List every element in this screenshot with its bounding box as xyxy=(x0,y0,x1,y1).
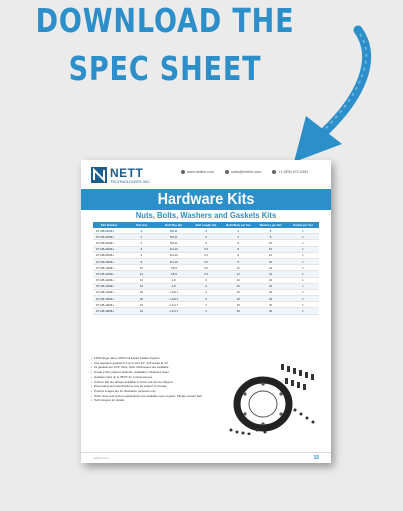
table-row xyxy=(93,308,319,314)
table-cell: 3 xyxy=(125,234,157,240)
table-header-cell: Washers per Set xyxy=(254,222,286,228)
table-cell: 10 xyxy=(125,265,157,271)
table-cell: 8 xyxy=(254,228,286,234)
table-cell: 16 xyxy=(125,283,157,289)
table-header-cell: Bolts/Nuts per Set xyxy=(222,222,254,228)
table-cell: 4 xyxy=(222,228,254,234)
table-cell: 12 xyxy=(125,271,157,277)
gasket-icon xyxy=(221,360,321,435)
table-cell: 6 xyxy=(125,252,157,258)
table-cell: 5/8-11 xyxy=(158,228,190,234)
table-cell: 24 xyxy=(254,271,286,277)
table-cell: 12 xyxy=(222,271,254,277)
table-cell: 7/8-9 xyxy=(158,271,190,277)
table-cell: 40 xyxy=(254,302,286,308)
table-header-cell: Gasket per Set xyxy=(287,222,319,228)
table-cell: KT-GB-1400H xyxy=(93,289,125,295)
table-cell: 16 xyxy=(254,246,286,252)
table-cell: 1 xyxy=(287,228,319,234)
table-cell: 1 xyxy=(287,240,319,246)
table-cell: 5/8-11 xyxy=(158,240,190,246)
table-body xyxy=(93,228,319,314)
table-cell: 3.5 xyxy=(190,258,222,264)
table-cell: 5 xyxy=(125,246,157,252)
table-cell: KT-GB-1800H xyxy=(93,308,125,314)
list-item: • Fit gaskets are 1/16" thick; other thicknesses are available xyxy=(91,365,211,370)
table-cell: 3.5 xyxy=(190,271,222,277)
table-cell: 1 xyxy=(287,271,319,277)
table-cell: KT-GB-0300H xyxy=(93,240,125,246)
table-cell: 3 xyxy=(190,228,222,234)
table-cell: 8 xyxy=(254,234,286,240)
sheet-title: Hardware Kits xyxy=(157,191,255,208)
nett-logo-icon xyxy=(91,167,107,183)
table-cell: 1 xyxy=(287,302,319,308)
table-cell: 24 xyxy=(125,308,157,314)
curved-arrow-icon xyxy=(290,18,400,168)
bullet-list xyxy=(91,356,211,403)
table-cell: 8 xyxy=(222,252,254,258)
table-cell: 1-8 xyxy=(158,277,190,283)
table-cell: 3 xyxy=(190,302,222,308)
table-cell: 16 xyxy=(254,252,286,258)
table-cell: KT-GB-0200H xyxy=(93,234,125,240)
list-item: • 150# flange rated, ANSI Full Faced Gasket System xyxy=(91,356,211,361)
spec-table xyxy=(93,222,319,315)
table-cell: 3 xyxy=(190,277,222,283)
table-cell: 8 xyxy=(222,240,254,246)
table-cell: 3/4-10 xyxy=(158,252,190,258)
table-cell: 1 xyxy=(287,308,319,314)
page-number: 15 xyxy=(313,455,319,461)
table-cell: 40 xyxy=(254,296,286,302)
table-cell: 20 xyxy=(222,302,254,308)
headline-line-2: SPEC SHEET xyxy=(68,49,262,88)
list-item: • Grade 2 Zinc plated nuts/bolts. Available in Stainless Steel xyxy=(91,370,211,375)
table-cell: 1 xyxy=(287,265,319,271)
table-cell: KT-GB-1100H xyxy=(93,271,125,277)
table-header-cell: Size (in) xyxy=(125,222,157,228)
table-cell: 8 xyxy=(222,258,254,264)
table-cell: 1 xyxy=(287,252,319,258)
table-cell: 32 xyxy=(254,283,286,289)
table-cell: 18 xyxy=(125,289,157,295)
globe-icon xyxy=(181,170,185,174)
table-cell: 22 xyxy=(125,302,157,308)
list-item: • Use signature gaskets for up to size 24", bolt tested at 4 ft xyxy=(91,361,211,366)
table-cell: 1-1/4-7 xyxy=(158,302,190,308)
table-cell: 1-1/8-7 xyxy=(158,289,190,295)
table-cell: KT-GB-0600H xyxy=(93,258,125,264)
table-cell: 14 xyxy=(125,277,157,283)
table-cell: 3.5 xyxy=(190,265,222,271)
table-cell: 4 xyxy=(125,240,157,246)
table-cell: KT-GB-1500H xyxy=(93,296,125,302)
table-cell: 12 xyxy=(222,265,254,271)
table-cell: 20 xyxy=(222,308,254,314)
table-cell: 8 xyxy=(222,246,254,252)
table-cell: 2 xyxy=(125,228,157,234)
table-cell: 1 xyxy=(287,289,319,295)
table-cell: 3 xyxy=(190,283,222,289)
table-cell: KT-GB-1200H xyxy=(93,277,125,283)
footer-brand: nettinc.com xyxy=(93,456,109,460)
table-cell: 20 xyxy=(125,296,157,302)
table-cell: KT-GB-0500H xyxy=(93,252,125,258)
spec-sheet-thumbnail[interactable] xyxy=(81,160,331,463)
table-cell: 12 xyxy=(222,277,254,283)
table-cell: 3 xyxy=(190,234,222,240)
list-item: • Dimensions and specifications may be subject to change xyxy=(91,384,211,389)
table-cell: 1-1/8-7 xyxy=(158,296,190,302)
table-cell: 3/4-10 xyxy=(158,258,190,264)
table-cell: 1-1/4-7 xyxy=(158,308,190,314)
table-cell: 5/8-11 xyxy=(158,234,190,240)
table-cell: 1 xyxy=(287,246,319,252)
logo-name: NETT xyxy=(110,166,144,180)
mail-icon xyxy=(225,170,229,174)
table-cell: 1 xyxy=(287,234,319,240)
table-cell: 7/8-9 xyxy=(158,265,190,271)
table-cell: 1 xyxy=(287,258,319,264)
table-cell: 32 xyxy=(254,289,286,295)
table-cell: 8 xyxy=(125,258,157,264)
table-cell: 3 xyxy=(190,308,222,314)
table-cell: 1-8 xyxy=(158,283,190,289)
list-item: • Custom kits are always available in stock and can be shipped xyxy=(91,380,211,385)
table-cell: KT-GB-0400H xyxy=(93,246,125,252)
table-cell: 1 xyxy=(287,277,319,283)
table-header-cell: Bolt Length (in) xyxy=(190,222,222,228)
table-cell: 24 xyxy=(254,265,286,271)
table-cell: 3.5 xyxy=(190,252,222,258)
table-cell: KT-GB-0100H xyxy=(93,228,125,234)
table-cell: 16 xyxy=(254,240,286,246)
table-cell: 3 xyxy=(190,289,222,295)
sheet-subtitle: Nuts, Bolts, Washers and Gaskets Kits xyxy=(135,210,277,220)
table-cell: 16 xyxy=(222,283,254,289)
list-item: • Technologies for details xyxy=(91,398,211,403)
table-cell: KT-GB-1000H xyxy=(93,265,125,271)
table-cell: 20 xyxy=(222,296,254,302)
headline-line-1: DOWNLOAD THE xyxy=(35,1,295,40)
table-cell: KT-GB-1300H xyxy=(93,283,125,289)
contact-info xyxy=(181,170,318,174)
table-cell: 3 xyxy=(190,296,222,302)
table-cell: 24 xyxy=(254,277,286,283)
table-header-cell: Part Number xyxy=(93,222,125,228)
list-item: • Product images are for illustrative purposes only xyxy=(91,389,211,394)
list-item: • Other sizes and custom applications are available upon request. Please contact Nett xyxy=(91,394,211,399)
table-cell: 3.5 xyxy=(190,246,222,252)
contact-website: www.nettinc.com xyxy=(187,170,214,174)
table-cell: 3 xyxy=(190,240,222,246)
table-cell: 4 xyxy=(222,234,254,240)
table-cell: 16 xyxy=(222,289,254,295)
list-item: • Gaskets rated up to 350°F for continuous use xyxy=(91,375,211,380)
table-cell: KT-GB-1600H xyxy=(93,302,125,308)
table-cell: 16 xyxy=(254,258,286,264)
phone-icon xyxy=(272,170,276,174)
table-cell: 3/4-10 xyxy=(158,246,190,252)
table-header-cell: Bolt Size (in) xyxy=(158,222,190,228)
title-band xyxy=(81,189,331,210)
logo-subtitle: TECHNOLOGIES INC. xyxy=(110,179,151,184)
sheet-footer xyxy=(81,452,331,463)
table-cell: 40 xyxy=(254,308,286,314)
contact-email: sales@nettinc.com xyxy=(230,170,262,174)
table-cell: 1 xyxy=(287,296,319,302)
contact-phone: +1 (905) 672-5453 xyxy=(278,170,309,174)
table-cell: 1 xyxy=(287,283,319,289)
